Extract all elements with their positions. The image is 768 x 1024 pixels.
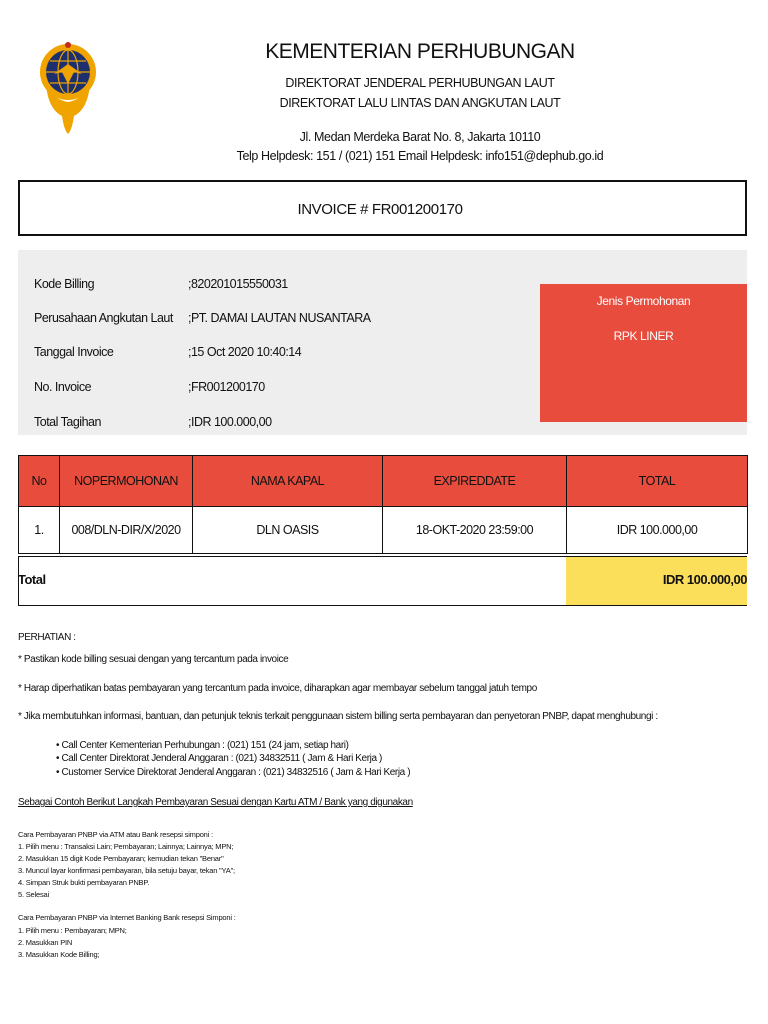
cell-no: 1. bbox=[19, 507, 60, 554]
total-label: Total bbox=[18, 572, 46, 587]
invoice-title: INVOICE # FR001200170 bbox=[297, 201, 463, 218]
ibank-steps-title: Cara Pembayaran PNBP via Internet Banking Bank resepsi Simponi : bbox=[18, 913, 236, 922]
note-1: * Pastikan kode billing sesuai dengan yang tercantum pada invoice bbox=[18, 654, 289, 665]
no-invoice-label: No. Invoice bbox=[34, 380, 92, 394]
perhatian-heading: PERHATIAN : bbox=[18, 632, 76, 643]
ibank-step: 1. Pilih menu : Pembayaran; MPN; bbox=[18, 926, 127, 935]
atm-step: 1. Pilih menu : Transaksi Lain; Pembayaran; Lainnya; Lainnya; MPN; bbox=[18, 842, 234, 851]
atm-step: 2. Masukkan 15 digit Kode Pembayaran; kemudian tekan "Benar" bbox=[18, 854, 224, 863]
total-tagihan-value: ;IDR 100.000,00 bbox=[188, 415, 272, 429]
atm-step: 3. Muncul layar konfirmasi pembayaran, bila setuju bayar, tekan "YA"; bbox=[18, 866, 235, 875]
payment-example-heading: Sebagai Contoh Berikut Langkah Pembayaran Sesuai dengan Kartu ATM / Bank yang digunakan bbox=[18, 797, 413, 808]
table-header-row bbox=[19, 456, 748, 507]
invoice-table bbox=[18, 455, 748, 554]
contact-bullet-3: • Customer Service Direktorat Jenderal Anggaran : (021) 34832516 ( Jam & Hari Kerja ) bbox=[56, 767, 411, 778]
cell-nama-kapal: DLN OASIS bbox=[193, 507, 383, 554]
perusahaan-value: ;PT. DAMAI LAUTAN NUSANTARA bbox=[188, 311, 371, 325]
cell-total: IDR 100.000,00 bbox=[567, 507, 748, 554]
ministry-title: KEMENTERIAN PERHUBUNGAN bbox=[265, 40, 575, 63]
directorate-general: DIREKTORAT JENDERAL PERHUBUNGAN LAUT bbox=[285, 76, 555, 90]
atm-step: 5. Selesai bbox=[18, 890, 49, 899]
cell-expireddate: 18-OKT-2020 23:59:00 bbox=[383, 507, 567, 554]
header-expireddate: EXPIREDDATE bbox=[383, 456, 567, 507]
helpdesk-contact: Telp Helpdesk: 151 / (021) 151 Email Helpdesk: info151@dephub.go.id bbox=[236, 149, 604, 163]
kode-billing-value: ;820201015550031 bbox=[188, 277, 288, 291]
jenis-permohonan-value: RPK LINER bbox=[613, 329, 674, 343]
tanggal-invoice-value: ;15 Oct 2020 10:40:14 bbox=[188, 345, 302, 359]
contact-bullet-2: • Call Center Direktorat Jenderal Anggaran : (021) 34832511 ( Jam & Hari Kerja ) bbox=[56, 753, 382, 764]
header-nama-kapal: NAMA KAPAL bbox=[193, 456, 383, 507]
kode-billing-label: Kode Billing bbox=[34, 277, 95, 291]
header-total: TOTAL bbox=[567, 456, 748, 507]
address: Jl. Medan Merdeka Barat No. 8, Jakarta 10110 bbox=[299, 130, 541, 144]
header-nopermohonan: NOPERMOHONAN bbox=[60, 456, 193, 507]
atm-steps-title: Cara Pembayaran PNBP via ATM atau Bank resepsi simponi : bbox=[18, 830, 213, 839]
no-invoice-value: ;FR001200170 bbox=[188, 380, 265, 394]
ibank-step: 3. Masukkan Kode Billing; bbox=[18, 950, 100, 959]
note-2: * Harap diperhatikan batas pembayaran yang tercantum pada invoice, diharapkan agar membayar sebelum tanggal jatuh tempo bbox=[18, 683, 537, 694]
note-3: * Jika membutuhkan informasi, bantuan, dan petunjuk teknis terkait penggunaan sistem billing serta pembayaran dan penyetoran PNBP, dapat menghubungi : bbox=[18, 711, 658, 722]
total-tagihan-label: Total Tagihan bbox=[34, 415, 101, 429]
ibank-step: 2. Masukkan PIN bbox=[18, 938, 73, 947]
contact-bullet-1: • Call Center Kementerian Perhubungan : (021) 151 (24 jam, setiap hari) bbox=[56, 740, 349, 751]
total-value: IDR 100.000,00 bbox=[662, 572, 747, 587]
jenis-permohonan-label: Jenis Permohonan bbox=[596, 294, 691, 308]
header-no: No bbox=[19, 456, 60, 507]
directorate: DIREKTORAT LALU LINTAS DAN ANGKUTAN LAUT bbox=[279, 96, 561, 110]
perusahaan-label: Perusahaan Angkutan Laut bbox=[34, 311, 173, 325]
tanggal-invoice-label: Tanggal Invoice bbox=[34, 345, 114, 359]
cell-nopermohonan: 008/DLN-DIR/X/2020 bbox=[60, 507, 193, 554]
atm-step: 4. Simpan Struk bukti pembayaran PNBP. bbox=[18, 878, 150, 887]
table-row bbox=[19, 507, 748, 554]
